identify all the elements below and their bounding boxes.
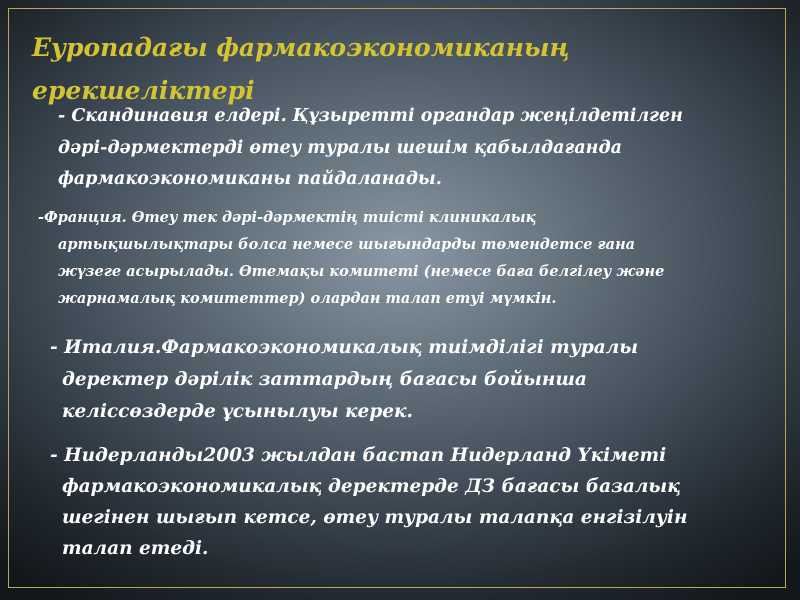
- slide-title-line-2: ерекшеліктері: [32, 76, 255, 105]
- paragraph-line: дәрі-дәрмектерді өтеу туралы шешім қабылдағанда: [58, 137, 622, 158]
- slide-title-line-1: Еуропадағы фармакоэкономиканың: [32, 33, 570, 62]
- paragraph-line: - Нидерланды2003 жылдан бастап Нидерланд Үкіметі: [50, 445, 667, 466]
- slide-title: [32, 26, 732, 112]
- paragraph-netherlands: [50, 440, 755, 564]
- paragraph-line: фармакоэкономикалық деректерде ДЗ бағасы базалық: [62, 476, 681, 497]
- paragraph-line: жарнамалық комитеттер) олардан талап етуі мүмкін.: [58, 290, 557, 307]
- paragraph-italy: [50, 332, 750, 428]
- paragraph-line: талап етеді.: [62, 538, 209, 559]
- paragraph-line: фармакоэкономиканы пайдаланады.: [58, 169, 442, 189]
- paragraph-scandinavia: [58, 101, 758, 196]
- paragraph-line: -Франция. Өтеу тек дәрі-дәрмектің тиісті клиникалық: [38, 209, 536, 226]
- paragraph-line: шегінен шығып кетсе, өтеу туралы талапқа енгізілуін: [62, 507, 688, 528]
- paragraph-line: жүзеге асырылады. Өтемақы комитеті (немесе баға белгілеу және: [58, 263, 665, 280]
- paragraph-line: - Скандинавия елдері. Құзыретті органдар жеңілдетілген: [58, 106, 683, 126]
- paragraph-france: [38, 204, 758, 312]
- paragraph-line: деректер дәрілік заттардың бағасы бойынша: [62, 369, 587, 390]
- paragraph-line: - Италия.Фармакоэкономикалық тиімділігі туралы: [50, 337, 639, 358]
- paragraph-line: келіссөздерде ұсынылуы керек.: [62, 401, 413, 422]
- paragraph-line: артықшылықтары болса немесе шығындарды төмендетсе ғана: [58, 236, 636, 253]
